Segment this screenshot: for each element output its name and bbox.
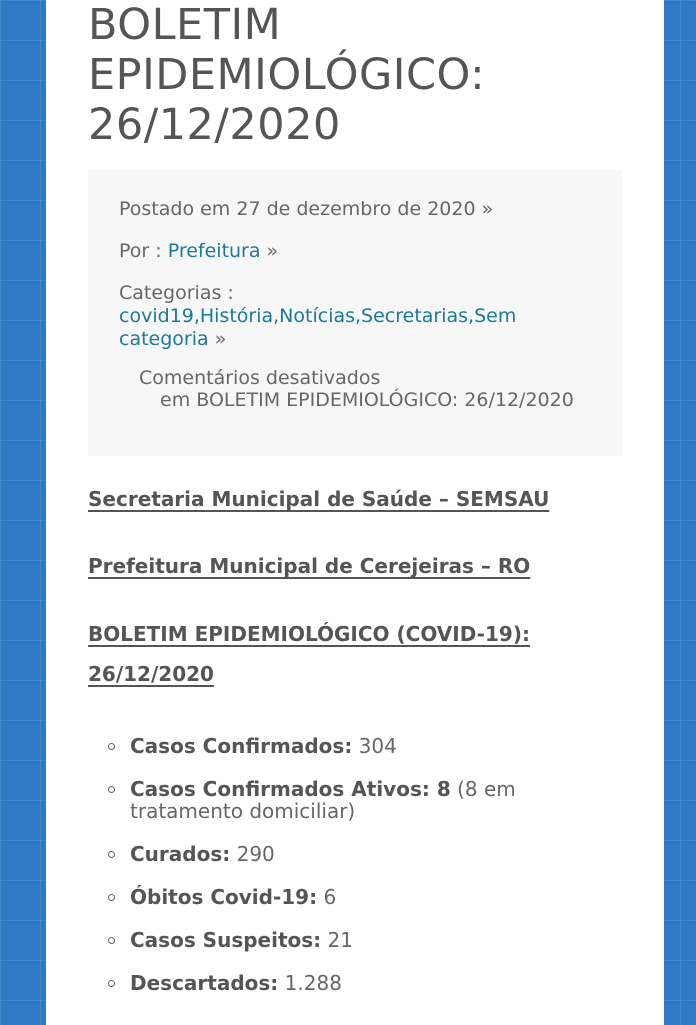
list-item-active — [108, 778, 628, 822]
cured-value: 290 — [230, 842, 275, 866]
post-author — [119, 240, 622, 263]
circle-bullet-icon — [108, 937, 115, 944]
article-page — [46, 0, 664, 1025]
heading-boletim — [88, 614, 628, 694]
circle-bullet-icon — [108, 786, 115, 793]
stats-list — [108, 735, 628, 1015]
post-title-line2: EPIDEMIOLÓGICO: — [88, 50, 486, 100]
author-suffix: » — [260, 240, 279, 262]
author-link[interactable]: Prefeitura — [167, 240, 261, 262]
active-label: Casos Confirmados Ativos: 8 — [130, 777, 451, 801]
post-meta-box — [88, 170, 622, 456]
confirmed-value: 304 — [352, 734, 397, 758]
post-title-line1: BOLETIM — [88, 0, 282, 50]
circle-bullet-icon — [108, 743, 115, 750]
list-item-deaths — [108, 886, 628, 908]
deaths-value: 6 — [317, 885, 337, 909]
list-item-suspected — [108, 929, 628, 951]
categories-label: Categorias : — [119, 282, 234, 304]
comments-status — [119, 367, 622, 411]
categories-links[interactable] — [119, 305, 516, 350]
suspected-label: Casos Suspeitos: — [130, 928, 322, 952]
posted-date: Postado em 27 de dezembro de 2020 » — [119, 198, 494, 220]
circle-bullet-icon — [108, 980, 115, 987]
categories-suffix: » — [208, 328, 227, 350]
suspected-value: 21 — [321, 928, 353, 952]
comments-line2: em BOLETIM EPIDEMIOLÓGICO: 26/12/2020 — [160, 389, 574, 411]
discarded-value: 1.288 — [278, 971, 342, 995]
active-detail-line1: (8 em — [450, 777, 516, 801]
categories-links-line2: categoria — [119, 328, 209, 350]
deaths-label: Óbitos Covid-19: — [130, 885, 318, 909]
list-item-cured — [108, 843, 628, 865]
post-categories — [119, 282, 622, 351]
post-title-line3: 26/12/2020 — [88, 100, 341, 150]
confirmed-label: Casos Confirmados: — [130, 734, 353, 758]
circle-bullet-icon — [108, 851, 115, 858]
list-item-confirmed — [108, 735, 628, 757]
heading-boletim-line2: 26/12/2020 — [88, 662, 214, 686]
list-item-discarded — [108, 972, 628, 994]
post-title — [88, 0, 628, 150]
heading-prefeitura: Prefeitura Municipal de Cerejeiras – RO — [88, 554, 531, 578]
circle-bullet-icon — [108, 894, 115, 901]
heading-boletim-line1: BOLETIM EPIDEMIOLÓGICO (COVID-19): — [88, 622, 530, 646]
cured-label: Curados: — [130, 842, 231, 866]
comments-line1: Comentários desativados — [139, 367, 381, 389]
heading-semsau: Secretaria Municipal de Saúde – SEMSAU — [88, 487, 550, 511]
author-prefix: Por : — [119, 240, 168, 262]
categories-links-line1: covid19,História,Notícias,Secretarias,Sem — [119, 305, 517, 327]
active-detail-line2: tratamento domiciliar) — [130, 799, 356, 823]
discarded-label: Descartados: — [130, 971, 279, 995]
